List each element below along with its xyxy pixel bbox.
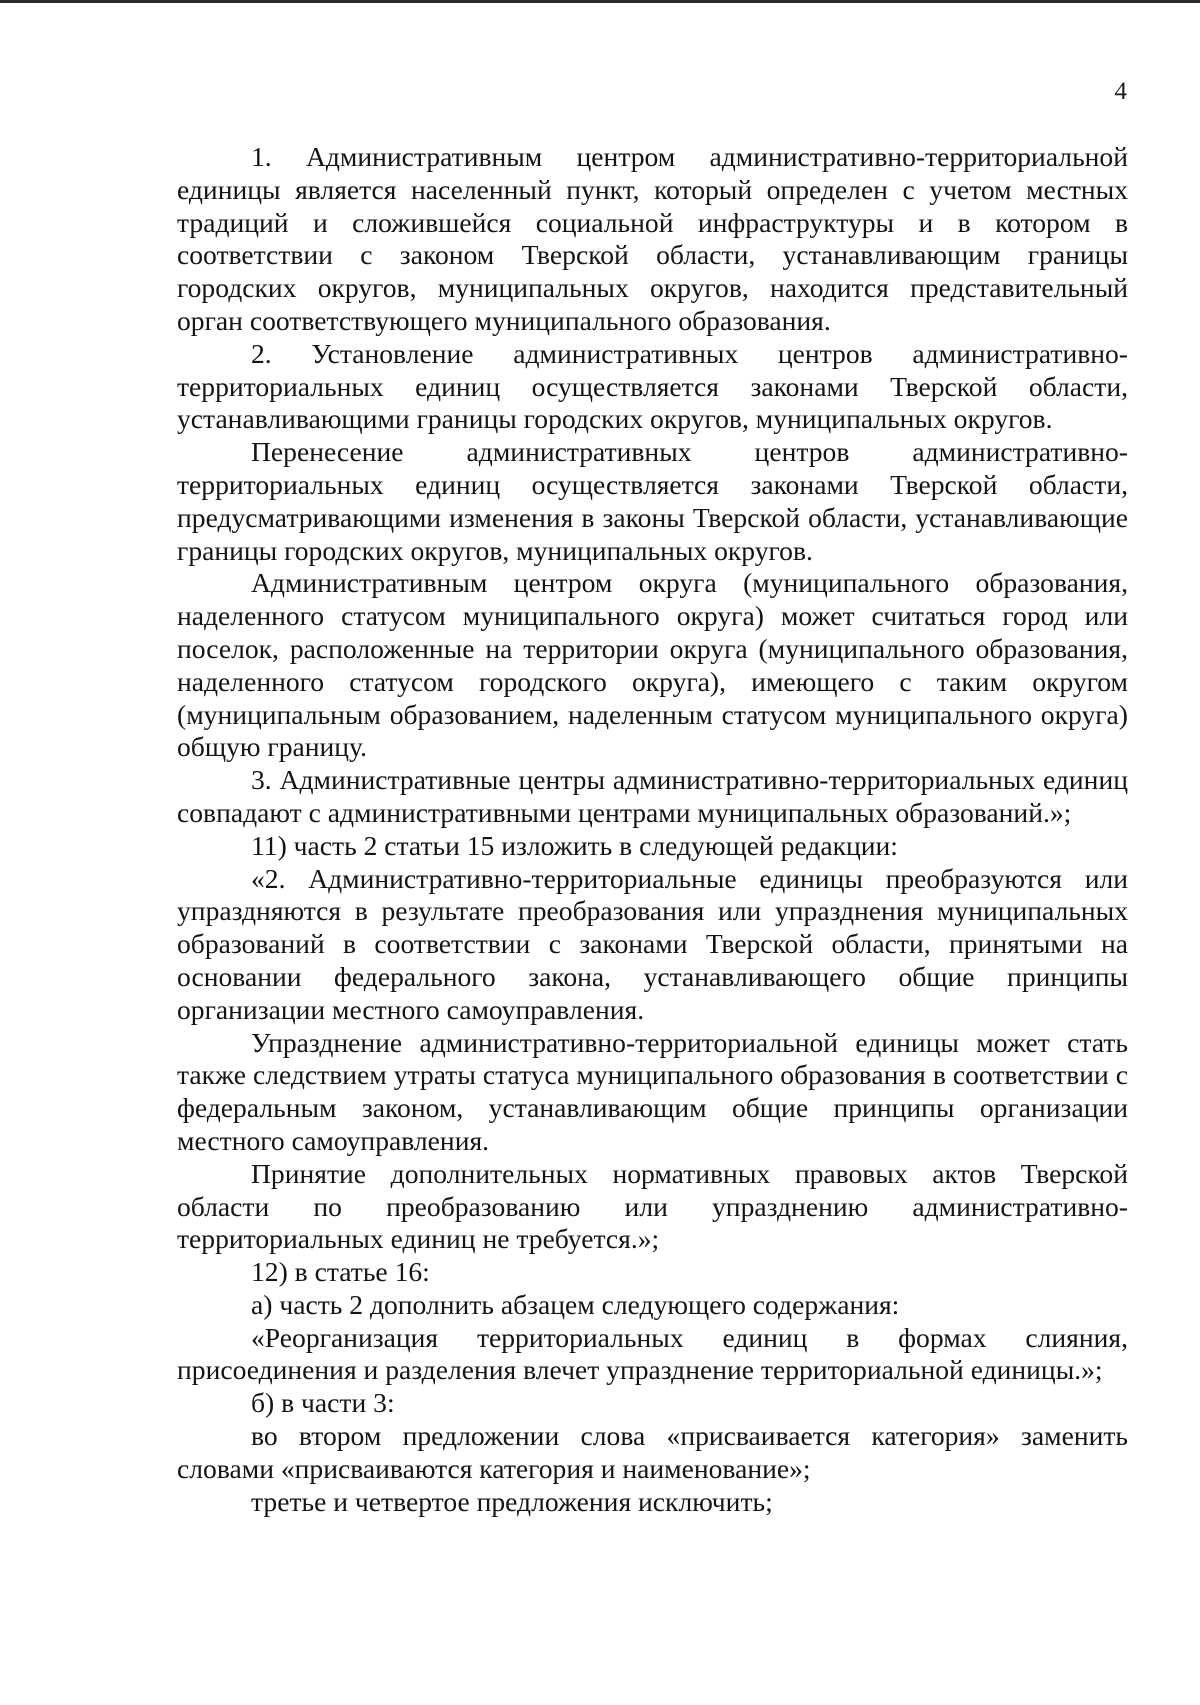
scan-border [0, 0, 1200, 3]
paragraph-10: 12) в статье 16: [251, 1256, 430, 1288]
paragraph-5: 3. Административные центры административно-территориальных единиц совпадают с административными центрами муниципальных образований.»; [177, 764, 1128, 828]
paragraph-4: Административным центром округа (муниципального образования, наделенного статусом муниципального округа) может считаться город или поселок, расположенные на территории округа (муниципального образования, наделенного статусом городского округа), имеющего с таким округом (муниципальным образованием, наделенным статусом муниципального округа) общую границу. [177, 567, 1128, 763]
paragraph-11: а) часть 2 дополнить абзацем следующего содержания: [251, 1288, 900, 1320]
paragraph-7: «2. Административно-территориальные единицы преобразуются или упраздняются в результате преобразования или упразднения муниципальных образований в соответствии с законами Тверской области, принятыми на основании федерального закона, устанавливающего общие принципы организации местного самоуправления. [177, 862, 1128, 1025]
paragraph-14: во втором предложении слова «присваивается категория» заменить словами «присваиваются категория и наименование»; [177, 1420, 1128, 1484]
paragraph-2: 2. Установление административных центров административно-территориальных единиц осуществляется законами Тверской области, устанавливающими границы городских округов, муниципальных округов. [177, 337, 1128, 435]
paragraph-3: Перенесение административных центров административно-территориальных единиц осуществляется законами Тверской области, предусматривающими изменения в законы Тверской области, устанавливающие границы городских округов, муниципальных округов. [177, 436, 1128, 566]
document-body [177, 141, 1128, 1518]
paragraph-9: Принятие дополнительных нормативных правовых актов Тверской области по преобразованию или упразднению административно-территориальных единиц не требуется.»; [177, 1157, 1128, 1255]
paragraph-1: 1. Административным центром административно-территориальной единицы является населенный пункт, который определен с учетом местных традиций и сложившейся социальной инфраструктуры и в котором в соответствии с законом Тверской области, устанавливающим границы городских округов, муниципальных округов, находится представительный орган соответствующего муниципального образования. [177, 141, 1128, 336]
page-number: 4 [1114, 78, 1127, 105]
paragraph-8: Упразднение административно-территориальной единицы может стать также следствием утраты статуса муниципального образования в соответствии с федеральным законом, устанавливающим общие принципы организации местного самоуправления. [177, 1026, 1128, 1156]
paragraph-13: б) в части 3: [251, 1387, 395, 1419]
paragraph-12: «Реорганизация территориальных единиц в формах слияния, присоединения и разделения влечет упразднение территориальной единицы.»; [177, 1321, 1128, 1386]
paragraph-15: третье и четвертое предложения исключить; [251, 1485, 773, 1517]
paragraph-6: 11) часть 2 статьи 15 изложить в следующей редакции: [251, 829, 898, 861]
